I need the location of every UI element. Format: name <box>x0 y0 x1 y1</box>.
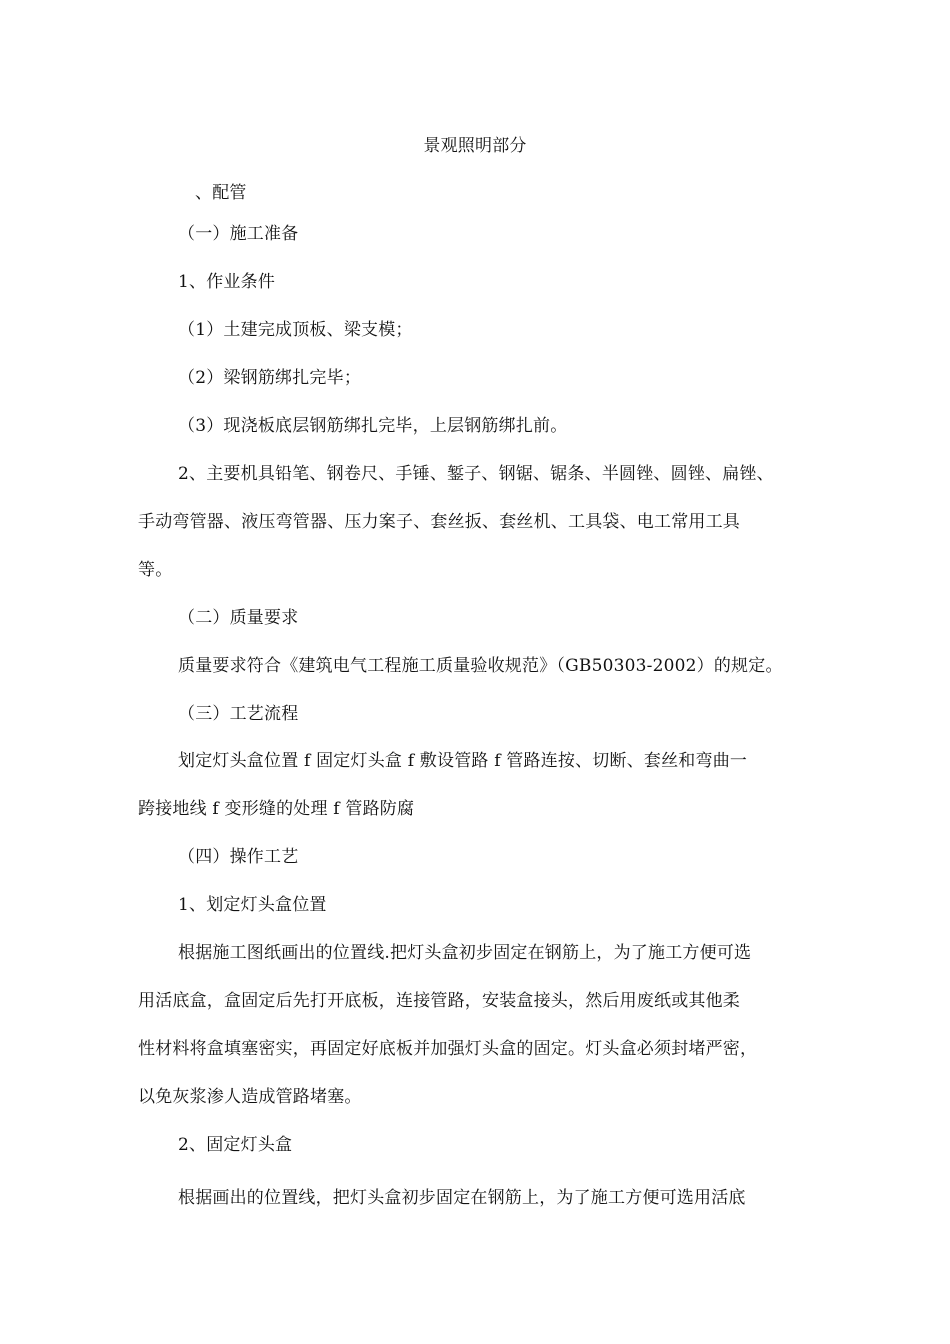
tools-paragraph-line-1: 2、主要机具铅笔、钢卷尺、手锤、錾子、钢锯、锯条、半圆锉、圆锉、扁锉、 <box>178 464 774 484</box>
operation-step-1-line-2: 用活底盒，盒固定后先打开底板，连接管路，安装盒接头，然后用废纸或其他柔 <box>138 991 740 1011</box>
condition-item-3: （3）现浇板底层钢筋绑扎完毕，上层钢筋绑扎前。 <box>178 416 568 436</box>
process-flow-line-1: 划定灯头盒位置 f 固定灯头盒 f 敷设管路 f 管路连按、切断、套丝和弯曲一 <box>178 751 748 771</box>
subsection-heading-operation: （四）操作工艺 <box>178 847 299 867</box>
quality-paragraph: 质量要求符合《建筑电气工程施工质量验收规范》（GB50303-2002）的规定。 <box>178 656 783 676</box>
subsection-heading-preparation: （一）施工准备 <box>178 224 299 244</box>
tools-paragraph-line-3: 等。 <box>138 560 173 580</box>
operation-step-2-heading: 2、固定灯头盒 <box>178 1135 293 1155</box>
item-heading-work-conditions: 1、作业条件 <box>178 272 276 292</box>
condition-item-2: （2）梁钢筋绑扎完毕； <box>178 368 362 388</box>
subsection-heading-process: （三）工艺流程 <box>178 704 299 724</box>
operation-step-2-line-1: 根据画出的位置线，把灯头盒初步固定在钢筋上，为了施工方便可选用活底 <box>178 1188 746 1208</box>
tools-paragraph-line-2: 手动弯管器、液压弯管器、压力案子、套丝扳、套丝机、工具袋、电工常用工具 <box>138 512 740 532</box>
process-flow-line-2: 跨接地线 f 变形缝的处理 f 管路防腐 <box>138 799 415 819</box>
operation-step-1-line-4: 以免灰浆渗人造成管路堵塞。 <box>138 1087 362 1107</box>
condition-item-1: （1）土建完成顶板、梁支模； <box>178 320 413 340</box>
page-title: 景观照明部分 <box>423 136 527 156</box>
section-heading-piping: 、配管 <box>195 183 247 203</box>
operation-step-1-heading: 1、划定灯头盒位置 <box>178 895 327 915</box>
operation-step-1-line-1: 根据施工图纸画出的位置线.把灯头盒初步固定在钢筋上，为了施工方便可选 <box>178 943 752 963</box>
operation-step-1-line-3: 性材料将盒填塞密实，再固定好底板并加强灯头盒的固定。灯头盒必须封堵严密， <box>138 1039 758 1059</box>
subsection-heading-quality: （二）质量要求 <box>178 608 299 628</box>
